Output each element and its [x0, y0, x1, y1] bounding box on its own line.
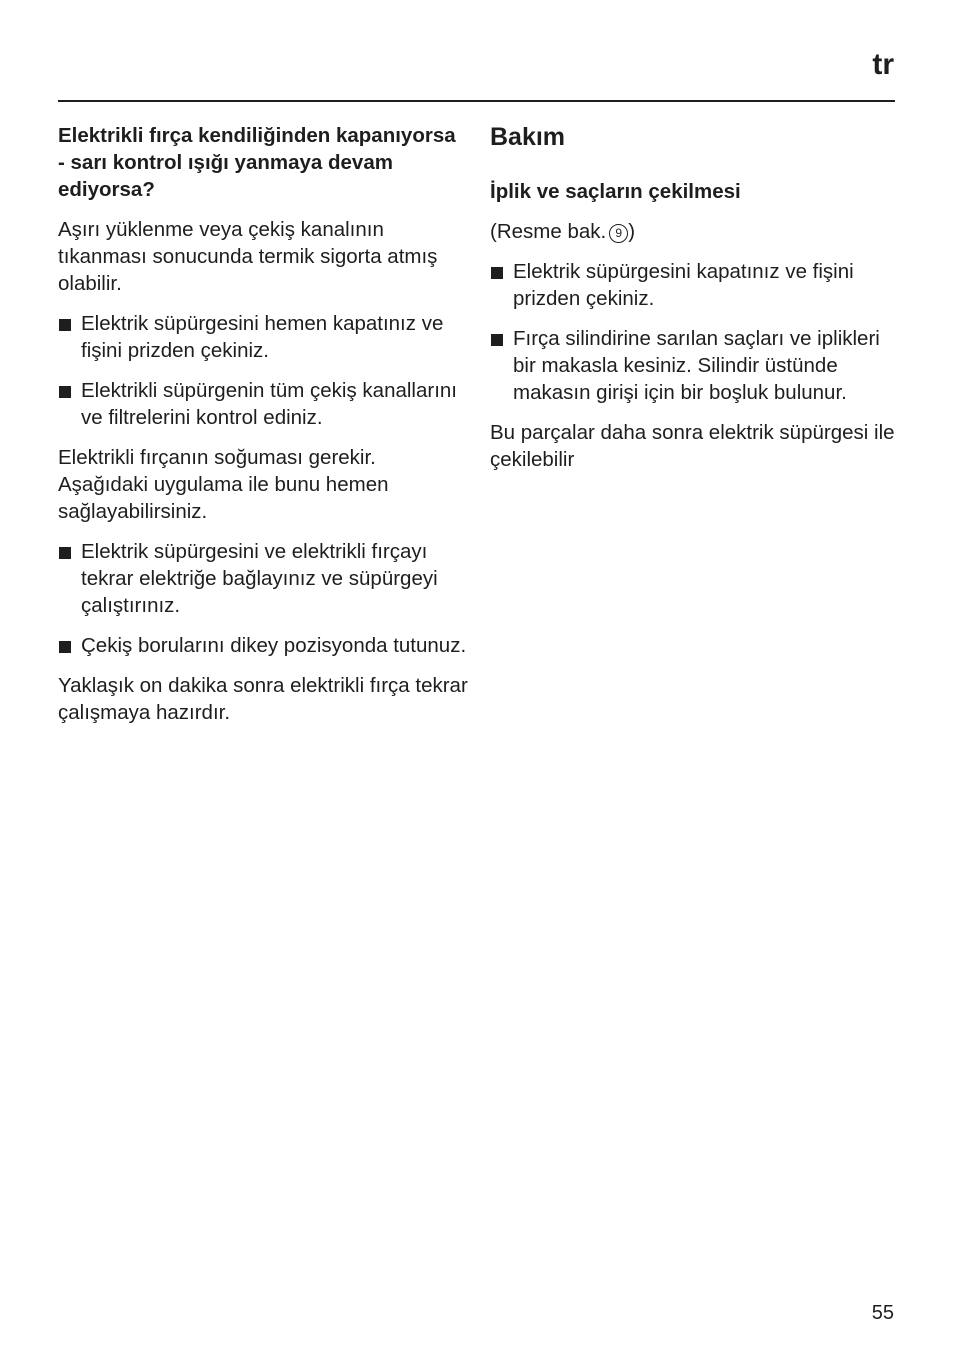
figure-reference-suffix: ): [628, 220, 636, 243]
right-column: [490, 122, 900, 486]
list-item: [58, 377, 468, 431]
figure-reference-prefix: (Resme bak.: [490, 220, 607, 243]
left-column: [58, 122, 468, 739]
list-item: [490, 325, 900, 406]
section-title: Bakım: [490, 123, 566, 151]
list-item-text: Elektrik süpürgesini hemen kapatınız ve fişini prizden çekiniz.: [81, 312, 444, 362]
list-item: [58, 632, 468, 659]
list-item-text: Çekiş borularını dikey pozisyonda tutunuz.: [81, 634, 467, 657]
list-item-text: Elektrik süpürgesini ve elektrikli fırçayı tekrar elektriğe bağlayınız ve süpürgeyi çalıştırınız.: [81, 540, 438, 617]
bullet-square-icon: [59, 641, 71, 653]
ready-paragraph: Yaklaşık on dakika sonra elektrikli fırça tekrar çalışmaya hazırdır.: [58, 674, 468, 724]
intro-paragraph: Aşırı yüklenme veya çekiş kanalının tıkanması sonucunda termik sigorta atmış olabilir.: [58, 218, 438, 295]
cooling-paragraph: Elektrikli fırçanın soğuması gerekir. Aşağıdaki uygulama ile bunu hemen sağlayabilirsiniz.: [58, 446, 389, 523]
list-item-text: Elektrik süpürgesini kapatınız ve fişini prizden çekiniz.: [513, 260, 854, 310]
list-item: [58, 310, 468, 364]
bullet-square-icon: [59, 319, 71, 331]
list-item: [490, 258, 900, 312]
header-rule: [58, 100, 895, 102]
closing-paragraph: Bu parçalar daha sonra elektrik süpürgesi ile çekilebilir: [490, 421, 895, 471]
list-item-text: Elektrikli süpürgenin tüm çekiş kanallarını ve filtrelerini kontrol ediniz.: [81, 379, 457, 429]
subheading: İplik ve saçların çekilmesi: [490, 180, 741, 203]
bullet-square-icon: [491, 267, 503, 279]
language-code: tr: [872, 48, 894, 81]
figure-number-badge: 9: [609, 224, 628, 243]
bullet-square-icon: [59, 386, 71, 398]
page-number: 55: [871, 1302, 894, 1324]
figure-reference: [490, 218, 900, 245]
list-item-text: Fırça silindirine sarılan saçları ve iplikleri bir makasla kesiniz. Silindir üstünde makasın girişi için bir boşluk bulunur.: [513, 327, 880, 404]
list-item: [58, 538, 468, 619]
troubleshooting-heading: Elektrikli fırça kendiliğinden kapanıyorsa - sarı kontrol ışığı yanmaya devam ediyorsa?: [58, 124, 456, 201]
bullet-square-icon: [491, 334, 503, 346]
bullet-square-icon: [59, 547, 71, 559]
